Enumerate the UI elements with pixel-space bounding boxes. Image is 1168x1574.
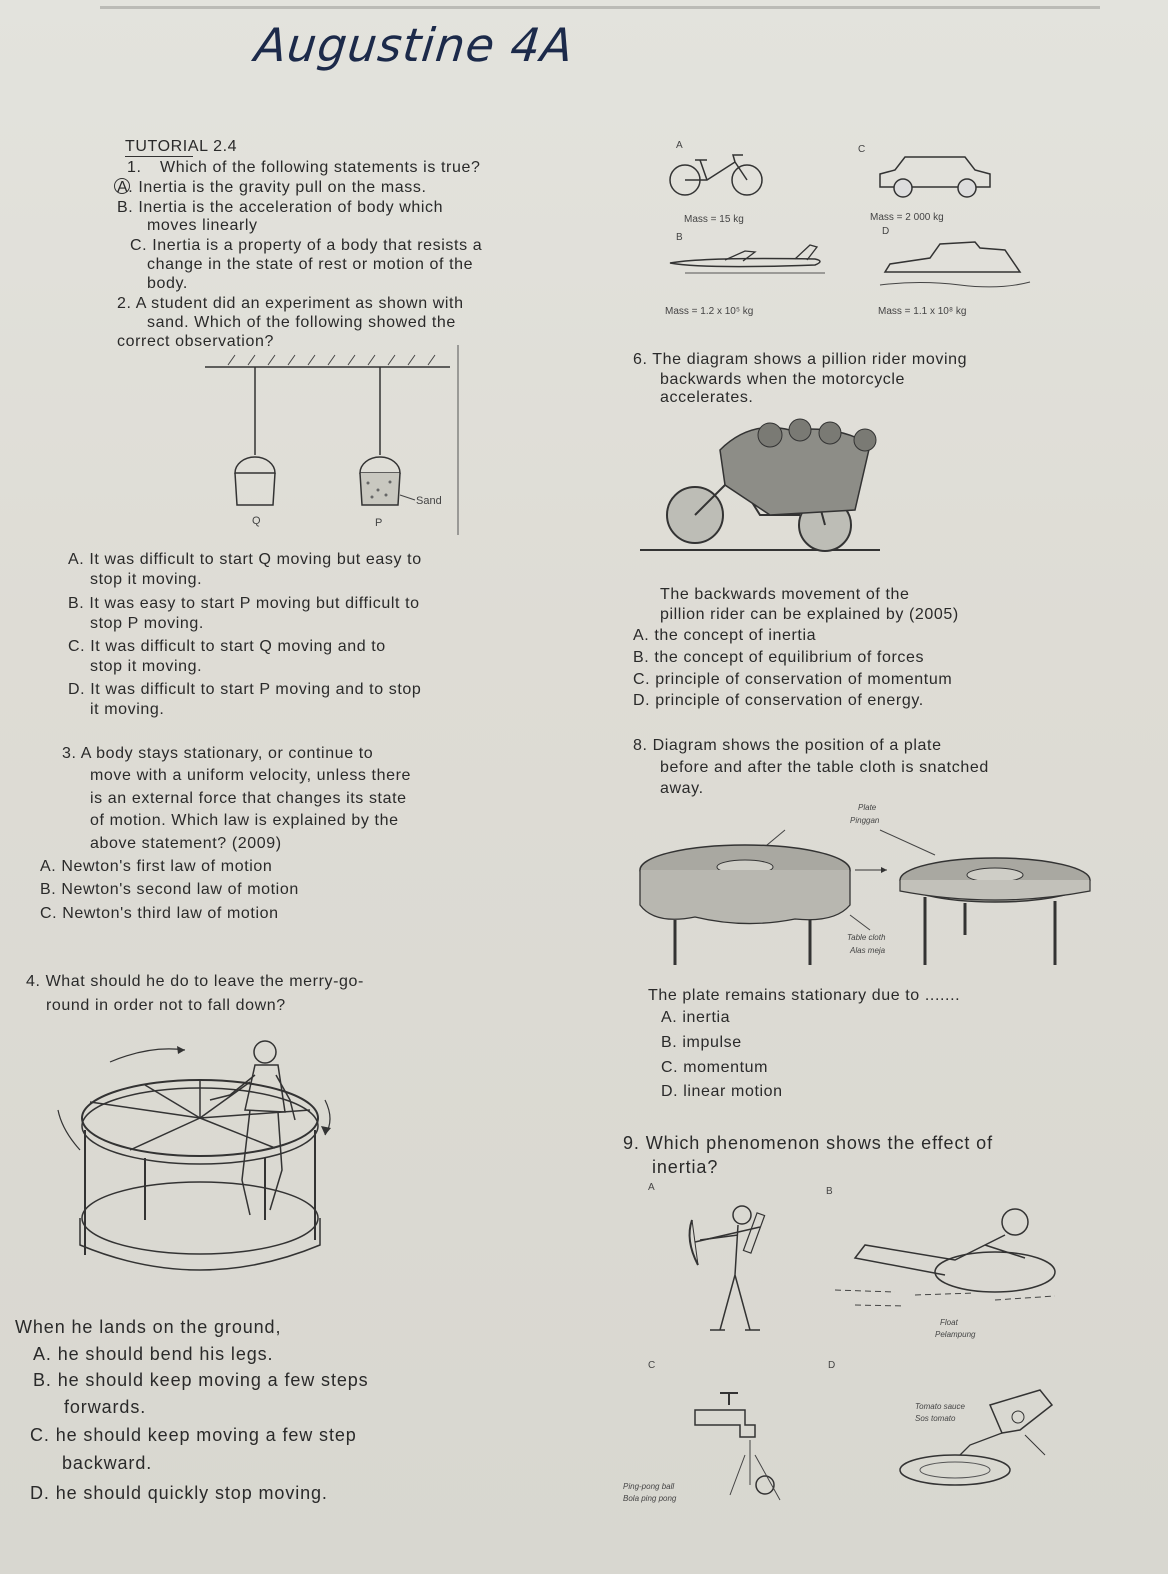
- q2-option-d: D. It was difficult to start P moving and to stop: [68, 681, 422, 698]
- q2-option-a-cont: stop it moving.: [90, 571, 203, 588]
- q8-body: The plate remains stationary due to .......: [648, 987, 961, 1004]
- q1-number: 1.: [127, 159, 142, 176]
- aeroplane-icon: [665, 243, 830, 283]
- q9-stem-cont: inertia?: [652, 1157, 719, 1177]
- q9-label-d: D: [828, 1360, 836, 1371]
- q4-option-a: A. he should bend his legs.: [33, 1344, 274, 1364]
- q6-stem-cont2: accelerates.: [660, 389, 754, 406]
- label-tomato-sauce: Tomato sauce: [915, 1402, 965, 1411]
- q4-stem: 4. What should he do to leave the merry-go-: [26, 973, 364, 990]
- q6-option-d: D. principle of conservation of energy.: [633, 692, 924, 709]
- tutorial-heading: TUTORIAL 2.4: [125, 138, 238, 155]
- q3-stem-cont2: is an external force that changes its state: [90, 790, 407, 807]
- q2-option-b: B. It was easy to start P moving but difficult to: [68, 595, 420, 612]
- q6-option-b: B. the concept of equilibrium of forces: [633, 649, 925, 666]
- label-table-cloth-malay: Alas meja: [850, 946, 886, 955]
- q1-option-c: C. Inertia is a property of a body that resists a: [130, 237, 483, 254]
- label-pingpong: Ping-pong ball: [623, 1482, 675, 1491]
- q8-stem-cont2: away.: [660, 780, 704, 797]
- q8-option-d: D. linear motion: [661, 1083, 783, 1100]
- q4-option-c: C. he should keep moving a few step: [30, 1425, 357, 1445]
- q2-option-d-cont: it moving.: [90, 701, 165, 718]
- q3-option-a: A. Newton's first law of motion: [40, 858, 273, 875]
- q5-label-d: D: [882, 226, 890, 237]
- ship-icon: [880, 240, 1030, 290]
- q4-option-b-cont: forwards.: [64, 1397, 147, 1417]
- label-p: P: [375, 517, 383, 529]
- label-float-malay: Pelampung: [935, 1330, 976, 1339]
- q8-option-a: A. inertia: [661, 1009, 731, 1026]
- q9-stem: 9. Which phenomenon shows the effect of: [623, 1133, 993, 1153]
- q2-option-c-cont: stop it moving.: [90, 658, 203, 675]
- q6-stem: 6. The diagram shows a pillion rider moving: [633, 351, 968, 368]
- q4-when-text: When he lands on the ground,: [15, 1317, 282, 1337]
- label-table-cloth: Table cloth: [847, 933, 886, 942]
- q2-option-a: A. It was difficult to start Q moving but easy to: [68, 551, 422, 568]
- q1-option-b: B. Inertia is the acceleration of body which: [117, 199, 444, 216]
- q6-option-a: A. the concept of inertia: [633, 627, 817, 644]
- merry-go-round-illustration: [50, 1040, 350, 1310]
- archer-illustration: [680, 1195, 790, 1345]
- q3-stem-cont3: of motion. Which law is explained by the: [90, 812, 399, 829]
- label-plate: Plate: [858, 803, 877, 812]
- q1-stem: Which of the following statements is true?: [160, 159, 481, 176]
- tap-pingpong-illustration: [690, 1385, 810, 1520]
- q3-stem-cont4: above statement? (2009): [90, 835, 282, 852]
- label-float: Float: [940, 1318, 958, 1327]
- swimmer-float-illustration: [835, 1200, 1065, 1320]
- q5-mass-d: Mass = 1.1 x 10⁸ kg: [878, 306, 967, 317]
- q2-option-b-cont: stop P moving.: [90, 615, 204, 632]
- q1-option-b-cont: moves linearly: [147, 217, 258, 234]
- q8-stem-cont: before and after the table cloth is snatched: [660, 759, 989, 776]
- q9-label-a: A: [648, 1182, 655, 1193]
- tutorial-underline: [125, 156, 193, 157]
- q2-stem: 2. A student did an experiment as shown with: [117, 295, 464, 312]
- q3-option-c: C. Newton's third law of motion: [40, 905, 279, 922]
- motorcycle-riders-illustration: [640, 415, 890, 560]
- q6-body: The backwards movement of the: [660, 586, 910, 603]
- q3-option-b: B. Newton's second law of motion: [40, 881, 299, 898]
- q3-stem-cont: move with a uniform velocity, unless there: [90, 767, 412, 784]
- q6-option-c: C. principle of conservation of momentum: [633, 671, 953, 688]
- q6-body-cont: pillion rider can be explained by (2005): [660, 606, 959, 623]
- bicycle-icon: [665, 150, 770, 200]
- q1-option-c-cont: change in the state of rest or motion of the: [147, 256, 474, 273]
- q3-stem: 3. A body stays stationary, or continue to: [62, 745, 374, 762]
- top-edge-line: [100, 6, 1100, 9]
- q4-stem-cont: round in order not to fall down?: [46, 997, 286, 1014]
- q4-option-b: B. he should keep moving a few steps: [33, 1370, 369, 1390]
- label-q: Q: [252, 515, 261, 527]
- label-plate-malay: Pinggan: [850, 816, 880, 825]
- q6-stem-cont: backwards when the motorcycle: [660, 371, 906, 388]
- q5-mass-c: Mass = 2 000 kg: [870, 212, 944, 223]
- q4-option-c-cont: backward.: [62, 1453, 153, 1473]
- q5-label-c: C: [858, 144, 866, 155]
- q2-stem-cont: sand. Which of the following showed the: [147, 314, 456, 331]
- car-icon: [875, 152, 995, 202]
- q1-option-c-cont2: body.: [147, 275, 188, 292]
- q8-stem: 8. Diagram shows the position of a plate: [633, 737, 942, 754]
- q1-option-a: A. Inertia is the gravity pull on the mass.: [117, 179, 427, 196]
- q2-stem-cont2: correct observation?: [117, 333, 274, 350]
- q5-mass-a: Mass = 15 kg: [684, 214, 744, 225]
- q8-option-c: C. momentum: [661, 1059, 769, 1076]
- handwritten-title: Augustine 4A: [252, 18, 577, 72]
- label-sand: Sand: [416, 495, 442, 507]
- q5-label-a: A: [676, 140, 683, 151]
- q2-option-c: C. It was difficult to start Q moving and to: [68, 638, 386, 655]
- q5-label-b: B: [676, 232, 683, 243]
- q5-mass-b: Mass = 1.2 x 10⁵ kg: [665, 306, 754, 317]
- q4-option-d: D. he should quickly stop moving.: [30, 1483, 328, 1503]
- label-tomato-sauce-malay: Sos tomato: [915, 1414, 956, 1423]
- q9-label-c: C: [648, 1360, 656, 1371]
- q9-label-b: B: [826, 1186, 833, 1197]
- q8-option-b: B. impulse: [661, 1034, 742, 1051]
- label-pingpong-malay: Bola ping pong: [623, 1494, 677, 1503]
